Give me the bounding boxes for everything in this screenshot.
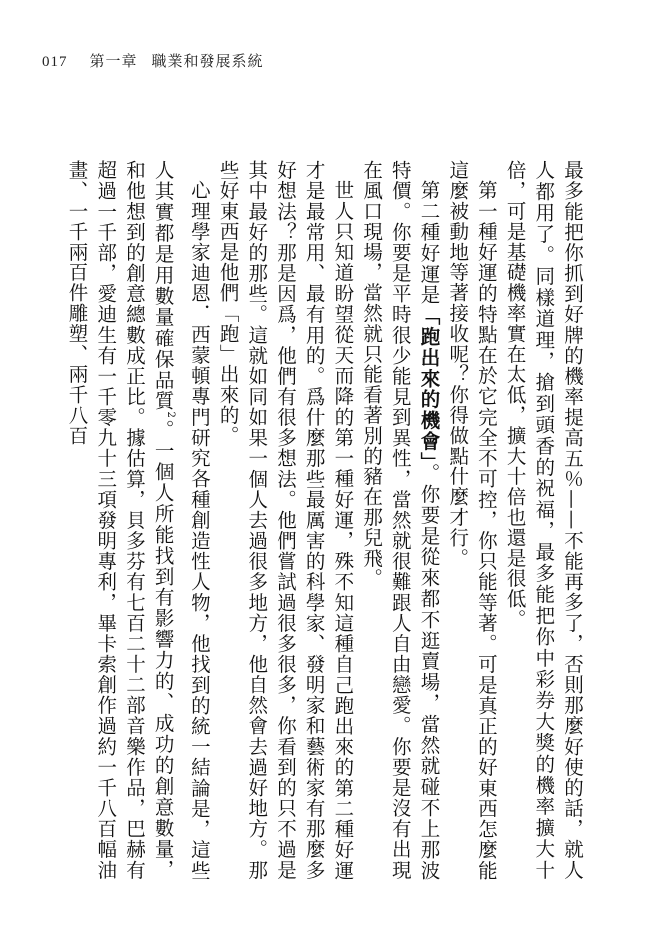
paragraph-4: 世人只知道盼望從天而降的第一種好運，殊不知這種自己跑出來的第二種好運才是最常用、最有用的。爲什麼那些最厲害的科學家、發明家和藝術家有那麼多好想法？那是因爲，他們有很多想法。他們嘗試過很多很多，你看到的只不過是其中最好的那些。這就如同如果一個人去過很多地方，他自然會去過好地方。那些好東西是他們「跑」出來的。 (216, 160, 355, 880)
body-text (65, 160, 586, 881)
paragraph-3-lead: 第二種好運是 (417, 179, 441, 305)
paragraph-3-rest: 。你要是從來都不逛賣場，當然就碰不上那波特價。你要是平時很少能見到異性，當然就很難跟人自由戀愛。你要是沒有出現在風口現場，當然就只能看著別的豬在那兒飛。 (360, 160, 441, 881)
footnote-marker[interactable]: 2 (165, 411, 177, 419)
page-number: 017 (42, 54, 68, 70)
chapter-title: 職業和發展系統 (151, 52, 264, 70)
paragraph-2: 第一種好運的特點在於它完全不可控，你只能等著。可是真正的好東西怎麼能這麼被動地等著接收呢？你得做點什麼才行。 (446, 160, 498, 880)
paragraph-5 (62, 160, 213, 880)
running-header (42, 50, 264, 71)
paragraph-5-lead: 心理學家迪恩．西蒙頓專門研究各種創造性人物，他找到的統一結論是，這些人其實都是用數量確保品質 (151, 160, 211, 880)
paragraph-1: 最多能把你抓到好牌的機率提高五％——不能再多了，否則那麼好使的話，就人人都用了。同樣道理，搶到頭香的祝福，最多能把你中彩券大獎的機率擴大十倍，可是基礎機率實在太低，擴大十倍也還是很低。 (503, 160, 584, 880)
emphasis-running-chance: 「跑出來的機會」 (417, 304, 441, 463)
paragraph-5-rest: 。一個人所能找到有影響力的、成功的創意數量，和他想到的創意總數成正比。據估算，貝多芬有七百二十二部音樂作品，巴赫有超過一千部，愛迪生有一千零九十三項發明專利，畢卡索創作過約一千八百幅油畫、一千兩百件雕塑、兩千八百 (65, 160, 175, 880)
chapter-label: 第一章 (89, 52, 138, 70)
paragraph-3 (356, 160, 442, 880)
